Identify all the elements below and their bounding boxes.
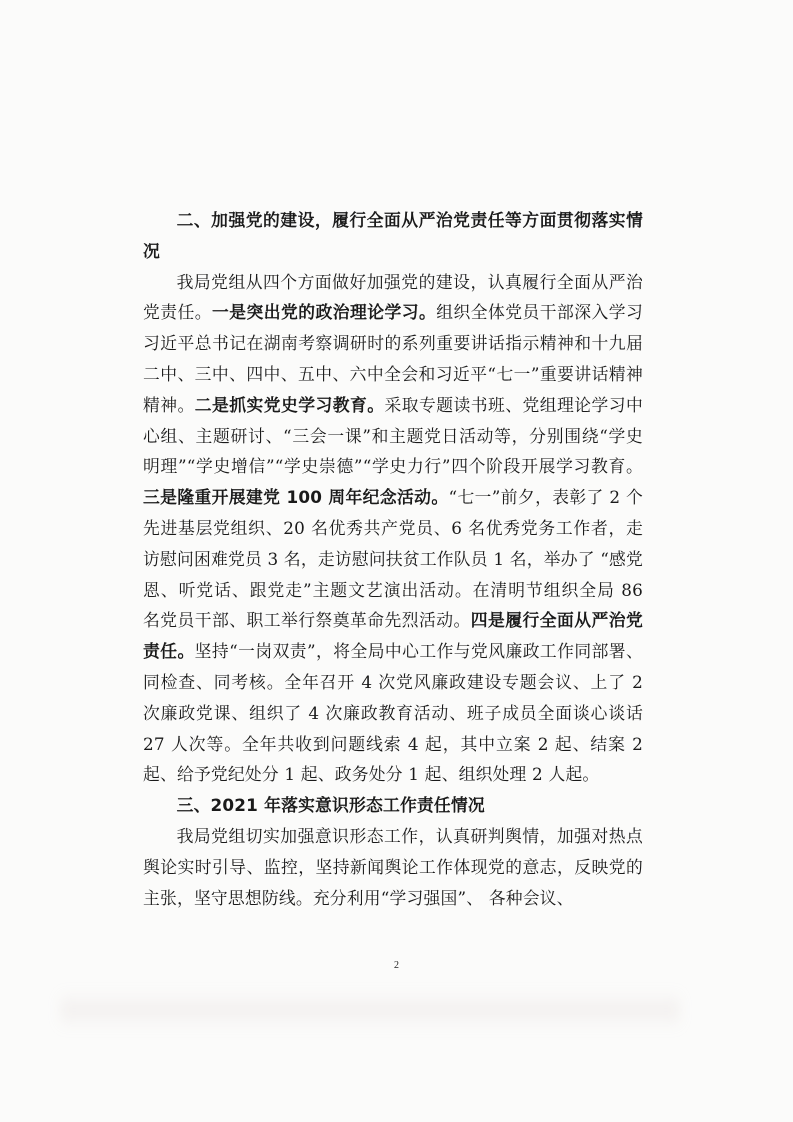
section-2-heading: 二、加强党的建设，履行全面从严治党责任等方面贯彻落实情况 [143, 210, 643, 261]
point-2-text: 采取专题读书班、党组理论学习中心组、主题研讨、“三会一课”和主题党日活动等，分别围绕“学史明理”“学史增信”“学史崇德”“学史力行”四个阶段开展学习教育。 [143, 394, 643, 477]
point-2-title: 二是抓实党史学习教育。 [194, 394, 385, 415]
document-body [143, 205, 643, 913]
point-1-title: 一是突出党的政治理论学习。 [212, 302, 437, 323]
section-3-heading: 三、2021 年落实意识形态工作责任情况 [176, 795, 485, 816]
point-4-text: 坚持“一岗双责”，将全局中心工作与党风廉政工作同部署、同检查、同考核。全年召开 4 次党风廉政建设专题会议、上了 2 次廉政党课、组织了 4 次廉政教育活动、班子成员全面谈心谈话 27 人次等。全年共收到问题线索 4 起，其中立案 2 起、结案 2 起、给予党纪处分 1 起、政务处分 1 起、组织处理 2 人起。 [143, 641, 643, 785]
page-number: 2 [394, 960, 399, 971]
section-2-paragraph [143, 267, 643, 791]
point-3-title: 三是隆重开展建党 100 周年纪念活动。 [143, 487, 449, 508]
section-2-intro: 我局党组从四个方面做好加强党的建设，认真履行全面从严治党责任。 [143, 271, 643, 323]
section-3-paragraph: 我局党组切实加强意识形态工作，认真研判舆情，加强对热点舆论实时引导、监控，坚持新闻舆论工作体现党的意志，反映党的主张，坚守思想防线。充分利用“学习强国”、 各种会议、 [143, 825, 643, 908]
point-4-title: 四是履行全面从严治党责任。 [143, 610, 643, 662]
scan-artifact [60, 990, 680, 1030]
point-1-text: 组织全体党员干部深入学习习近平总书记在湖南考察调研时的系列重要讲话指示精神和十九届二中、三中、四中、五中、六中全会和习近平“七一”重要讲话精神精神。 [143, 302, 643, 415]
point-3-text: “七一”前夕，表彰了 2 个先进基层党组织、20 名优秀共产党员、6 名优秀党务工作者，走访慰问困难党员 3 名，走访慰问扶贫工作队员 1 名，举办了 “感党恩、听党话、跟党走”主题文艺演出活动。在清明节组织全局 86 名党员干部、职工举行祭奠革命先烈活动。 [143, 487, 643, 631]
